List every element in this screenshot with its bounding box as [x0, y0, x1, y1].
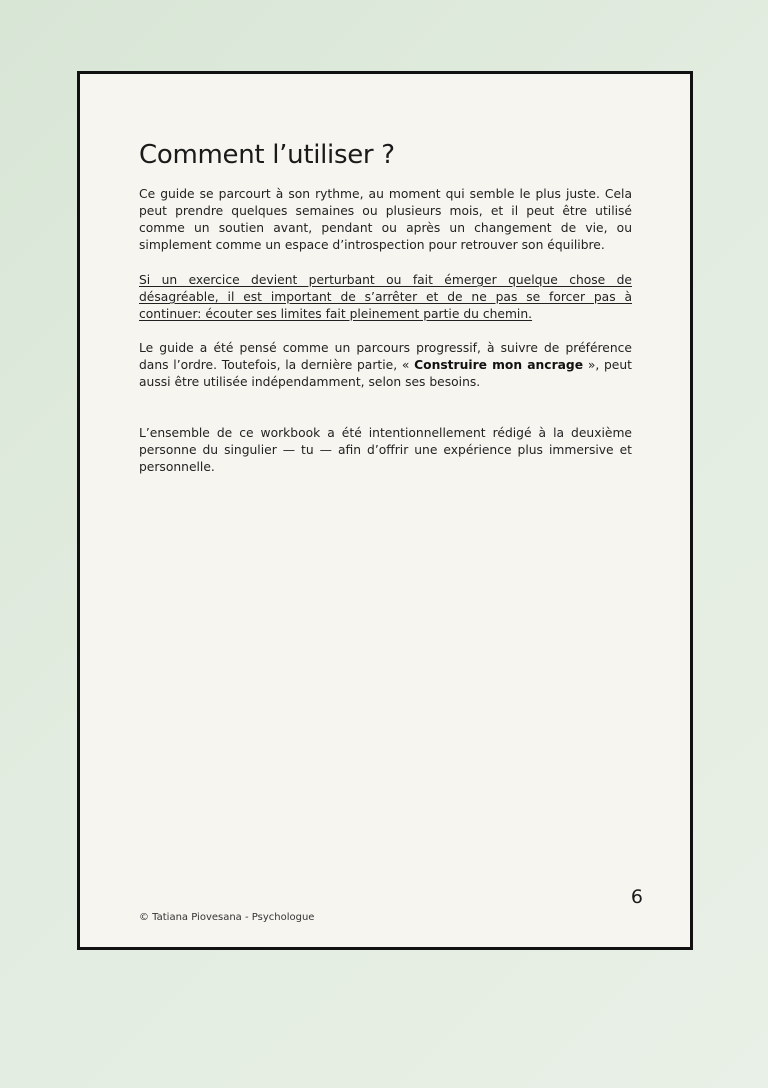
paragraph-warning: Si un exercice devient perturbant ou fait émerger quelque chose de désagréable, il est important de s’arrêter et de ne pas se forcer pas à continuer: écouter ses limites fait pleinement partie du chemin. [139, 273, 632, 321]
paragraph-order [139, 340, 632, 391]
footer-copyright: © Tatiana Piovesana - Psychologue [139, 912, 315, 923]
document-page [77, 71, 693, 950]
paragraph-second-person: L’ensemble de ce workbook a été intentionnellement rédigé à la deuxième personne du singulier — tu — afin d’offrir une expérience plus immersive et personnelle. [139, 426, 632, 474]
paragraph-order-bold-section-name: Construire mon ancrage [414, 358, 584, 372]
paragraph-order-text-before: Le guide a été pensé comme un parcours progressif, à suivre de préférence dans l’ordre. Toutefois, la dernière partie, « [139, 341, 632, 372]
paragraph-order-text-after: », peut aussi être utilisée indépendamment, selon ses besoins. [139, 358, 632, 389]
page-number: 6 [630, 886, 643, 908]
page-title: Comment l’utiliser ? [139, 140, 395, 170]
paragraph-usage: Ce guide se parcourt à son rythme, au moment qui semble le plus juste. Cela peut prendre quelques semaines ou plusieurs mois, et il peut être utilisé comme un soutien avant, pendant ou après un changement de vie, ou simplement comme un espace d’introspection pour retrouver son équilibre. [139, 187, 632, 252]
